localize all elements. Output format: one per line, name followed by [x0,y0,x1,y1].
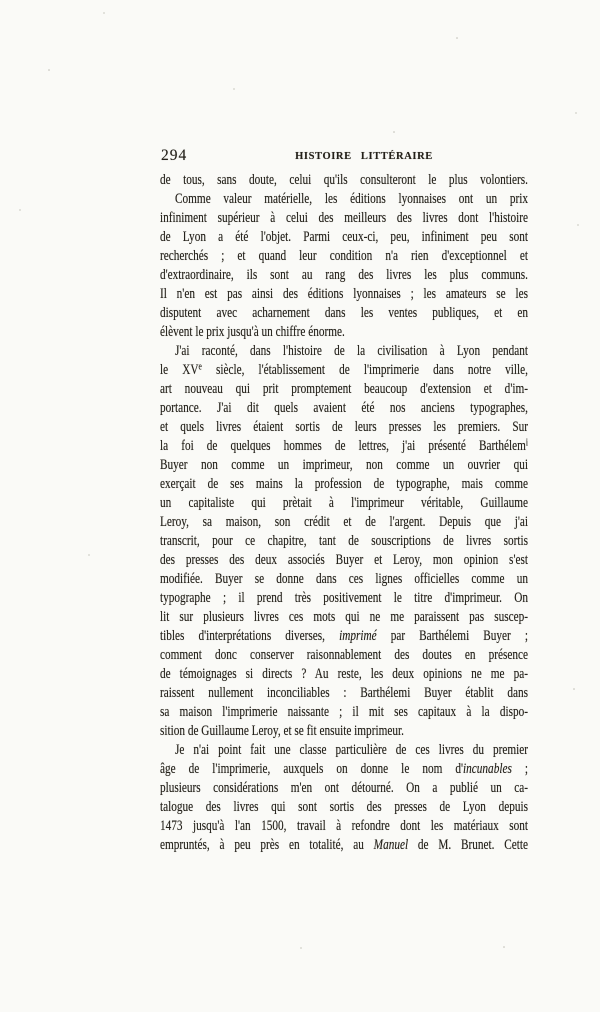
text-line [160,380,528,399]
text-segment: transcrit, pour ce chapitre, tant de souscriptions de livres sortis [160,533,528,549]
text-segment: des presses des deux associés Buyer et Leroy, mon opinion s'est [160,552,528,568]
text-segment: portance. J'ai dit quels avaient été nos anciens typographes, [160,400,528,416]
text-line [160,209,528,228]
text-segment: J'ai raconté, dans l'histoire de la civilisation à Lyon pendant [175,343,528,359]
text-line [160,779,528,798]
page-text [160,171,528,855]
scan-speck [88,554,90,556]
text-line [160,722,528,741]
text-line [160,589,528,608]
text-line [160,399,528,418]
text-segment: par Barthélemi Buyer ; [376,628,528,644]
text-segment: exerçait de ses mains la profession de typographe, mais comme [160,476,528,492]
scan-speck [577,224,579,226]
text-line [160,703,528,722]
text-segment: de tous, sans doute, celui qu'ils consulteront le plus volontiers. [160,172,528,188]
running-title: HISTOIRE LITTÉRAIRE [295,151,433,162]
text-segment: typographe ; il prend très positivement le titre d'imprimeur. On [160,590,528,606]
text-segment: élèvent le prix jusqu'à un chiffre énorme. [160,324,345,340]
text-segment: modifiée. Buyer se donne dans ces lignes officielles comme un [160,571,528,587]
text-segment: d'extraordinaire, ils sont au rang des livres les plus communs. [160,267,528,283]
text-line [160,741,528,760]
paragraph [160,342,528,741]
text-segment: Buyer non comme un imprimeur, non comme un ouvrier qui [160,457,528,473]
text-line [160,475,528,494]
italic-text: incunables [463,761,512,777]
text-line [160,228,528,247]
text-line [160,684,528,703]
text-line [160,798,528,817]
scan-speck [573,688,575,690]
text-segment: lit sur plusieurs livres ces mots qui ne me paraissent pas suscep- [160,609,528,625]
text-line [160,190,528,209]
paragraph [160,741,528,855]
text-segment: de Lyon a été l'objet. Parmi ceux-ci, peu, infiniment peu sont [160,229,528,245]
scan-speck [503,946,505,948]
text-line [160,836,528,855]
text-line [160,304,528,323]
text-segment: la foi de quelques hommes de lettres, j'ai présenté Barthélem [160,438,526,454]
text-segment: de M. Brunet. Cette [408,837,528,853]
text-segment: et quels livres étaient sortis de leurs presses les premiers. Sur [160,419,528,435]
text-line [160,418,528,437]
text-segment: infiniment supérieur à celui des meilleurs des livres dont l'histoire [160,210,528,226]
scan-speck [456,37,458,39]
text-segment: disputent avec acharnement dans les ventes publiques, et en [160,305,528,321]
text-segment: Je n'ai point fait une classe particulière de ces livres du premier [175,742,528,758]
text-segment: Leroy, sa maison, son crédit et de l'argent. Depuis que j'ai [160,514,528,530]
text-line [160,494,528,513]
text-line [160,361,528,380]
scan-speck [575,112,577,114]
text-line [160,817,528,836]
text-segment: raissent nullement inconciliables : Barthélemi Buyer établit dans [160,685,528,701]
text-line [160,323,528,342]
text-line [160,532,528,551]
text-line [160,570,528,589]
superscript-text: e [198,361,202,373]
text-line [160,266,528,285]
text-segment: plusieurs considérations m'en ont détourné. On a publié un ca- [160,780,528,796]
text-segment: recherchés ; et quand leur condition n'a rien d'exceptionnel et [160,248,528,264]
superscript-text: i [525,437,528,449]
text-line [160,456,528,475]
text-line [160,247,528,266]
text-segment: âge de l'imprimerie, auxquels on donne le nom d' [160,761,464,777]
text-line [160,342,528,361]
text-segment: le XV [160,362,199,378]
text-line [160,437,528,456]
text-segment: ; [511,761,528,777]
scan-speck [19,209,21,211]
text-line [160,646,528,665]
page-number: 294 [161,147,188,164]
text-line [160,760,528,779]
text-segment: de témoignages si directs ? Au reste, les deux opinions ne me pa- [160,666,528,682]
text-line [160,551,528,570]
italic-text: imprimé [339,628,377,644]
text-segment: sition de Guillaume Leroy, et se fit ensuite imprimeur. [160,723,404,739]
text-line [160,665,528,684]
scan-speck [300,947,302,949]
text-segment: talogue des livres qui sont sortis des presses de Lyon depuis [160,799,528,815]
text-segment: comment donc conserver raisonnablement des doutes en présence [160,647,528,663]
text-line [160,285,528,304]
text-segment: tibles d'interprétations diverses, [160,628,340,644]
paragraph [160,171,528,190]
text-segment: Comme valeur matérielle, les éditions lyonnaises ont un prix [175,191,528,207]
text-segment: Il n'en est pas ainsi des éditions lyonnaises ; les amateurs se les [160,286,528,302]
scan-speck [393,131,395,133]
text-line [160,608,528,627]
text-line [160,171,528,190]
text-segment: un capitaliste qui prètait à l'imprimeur véritable, Guillaume [160,495,528,511]
scan-speck [103,12,105,14]
italic-text: Manuel [373,837,409,853]
text-segment: sa maison l'imprimerie naissante ; il mit ses capitaux à la dispo- [160,704,528,720]
text-line [160,513,528,532]
text-segment: 1473 jusqu'à l'an 1500, travail à refondre dont les matériaux sont [160,818,528,834]
scan-speck [48,69,50,71]
paragraph [160,190,528,342]
text-segment: art nouveau qui prit promptement beaucoup d'extension et d'im- [160,381,528,397]
text-segment: siècle, l'établissement de l'imprimerie dans notre ville, [201,362,528,378]
text-line [160,627,528,646]
text-segment: empruntés, à peu près en totalité, au [160,837,374,853]
scan-speck [233,88,235,90]
